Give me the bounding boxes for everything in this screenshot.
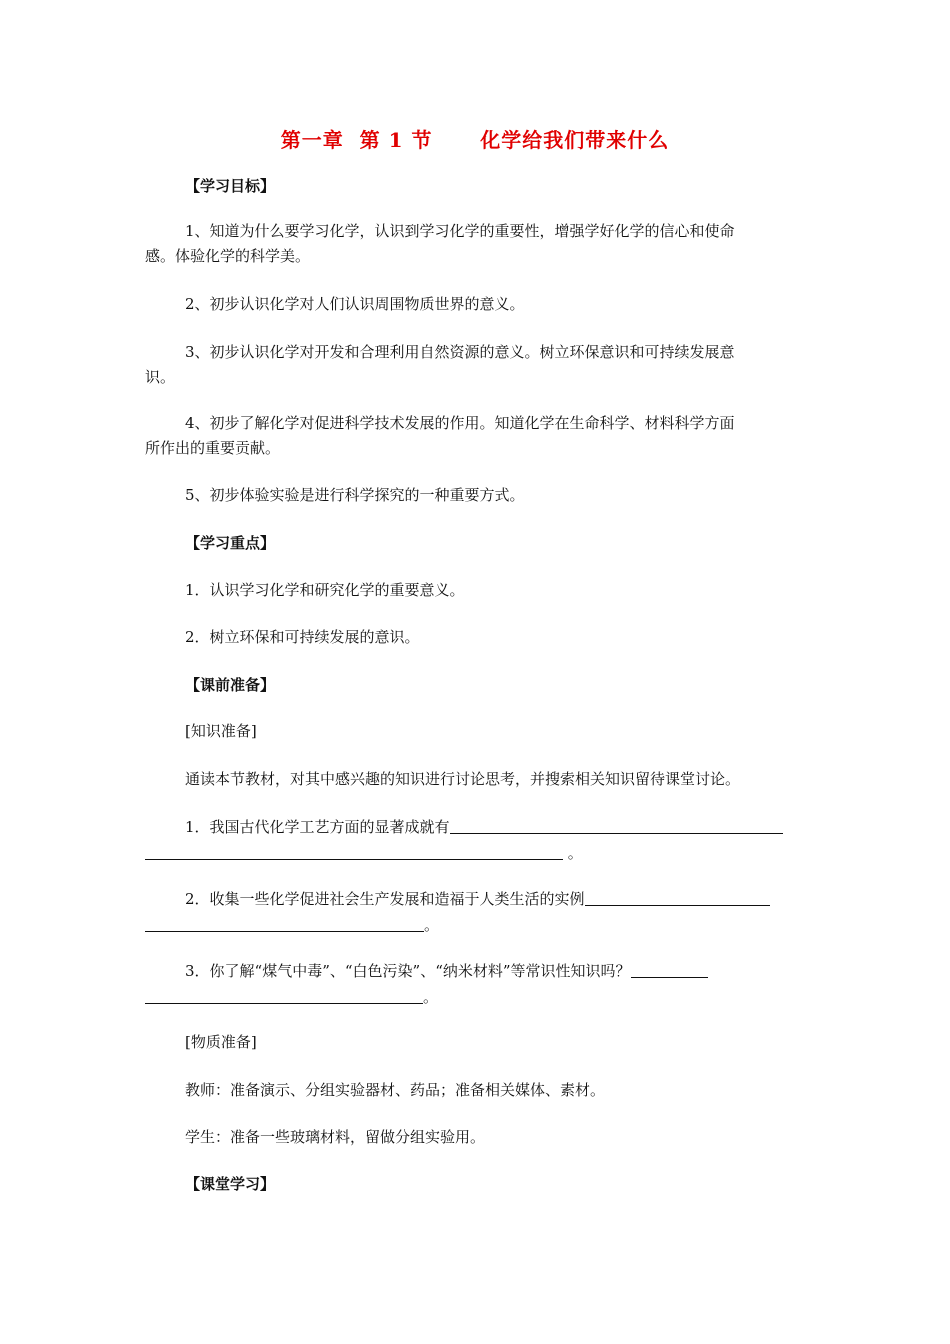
answer-blank[interactable]	[145, 988, 423, 1004]
goal-1-line-2: 感。体验化学的科学美。	[145, 247, 311, 265]
question-1-continued	[145, 843, 583, 863]
answer-blank[interactable]	[145, 916, 424, 932]
student-prep: 学生：准备一些玻璃材料，留做分组实验用。	[185, 1128, 486, 1146]
question-1	[185, 817, 783, 837]
focus-2: 2．树立环保和可持续发展的意识。	[185, 628, 420, 646]
goal-3-line-2: 识。	[145, 368, 176, 386]
goals-heading: 【学习目标】	[185, 177, 276, 195]
goal-3-line-1: 3、初步认识化学对开发和合理利用自然资源的意义。树立环保意识和可持续发展意	[185, 343, 735, 361]
question-2-end: 。	[424, 916, 440, 934]
focus-heading: 【学习重点】	[185, 534, 276, 552]
answer-blank[interactable]	[585, 890, 770, 906]
question-2-text: 2．收集一些化学促进社会生产发展和造福于人类生活的实例	[185, 890, 585, 908]
question-2-continued	[145, 915, 439, 935]
page-title: 第一章 第 1 节 化学给我们带来什么	[280, 128, 670, 152]
teacher-prep: 教师：准备演示、分组实验器材、药品；准备相关媒体、素材。	[185, 1081, 606, 1099]
goal-4-line-1: 4、初步了解化学对促进科学技术发展的作用。知道化学在生命科学、材料科学方面	[185, 414, 735, 432]
question-1-end: 。	[563, 844, 583, 862]
question-3-continued	[145, 987, 438, 1007]
question-3-text: 3．你了解“煤气中毒”、“白色污染”、“纳米材料”等常识性知识吗？	[185, 962, 631, 980]
knowledge-intro: 通读本节教材，对其中感兴趣的知识进行讨论思考，并搜索相关知识留待课堂讨论。	[185, 770, 741, 788]
goal-1-line-1: 1、知道为什么要学习化学，认识到学习化学的重要性，增强学好化学的信心和使命	[185, 222, 735, 240]
class-heading: 【课堂学习】	[185, 1175, 276, 1193]
answer-blank[interactable]	[631, 962, 708, 978]
question-1-text: 1．我国古代化学工艺方面的显著成就有	[185, 818, 450, 836]
material-heading: [物质准备]	[185, 1033, 257, 1051]
question-3-end: 。	[423, 988, 439, 1006]
answer-blank[interactable]	[450, 818, 783, 834]
goal-4-line-2: 所作出的重要贡献。	[145, 439, 281, 457]
goal-2: 2、初步认识化学对人们认识周围物质世界的意义。	[185, 295, 525, 313]
question-2	[185, 889, 770, 909]
goal-5: 5、初步体验实验是进行科学探究的一种重要方式。	[185, 486, 525, 504]
question-3	[185, 961, 708, 981]
answer-blank[interactable]	[145, 844, 563, 860]
focus-1: 1．认识学习化学和研究化学的重要意义。	[185, 581, 465, 599]
prep-heading: 【课前准备】	[185, 676, 276, 694]
knowledge-heading: [知识准备]	[185, 722, 257, 740]
